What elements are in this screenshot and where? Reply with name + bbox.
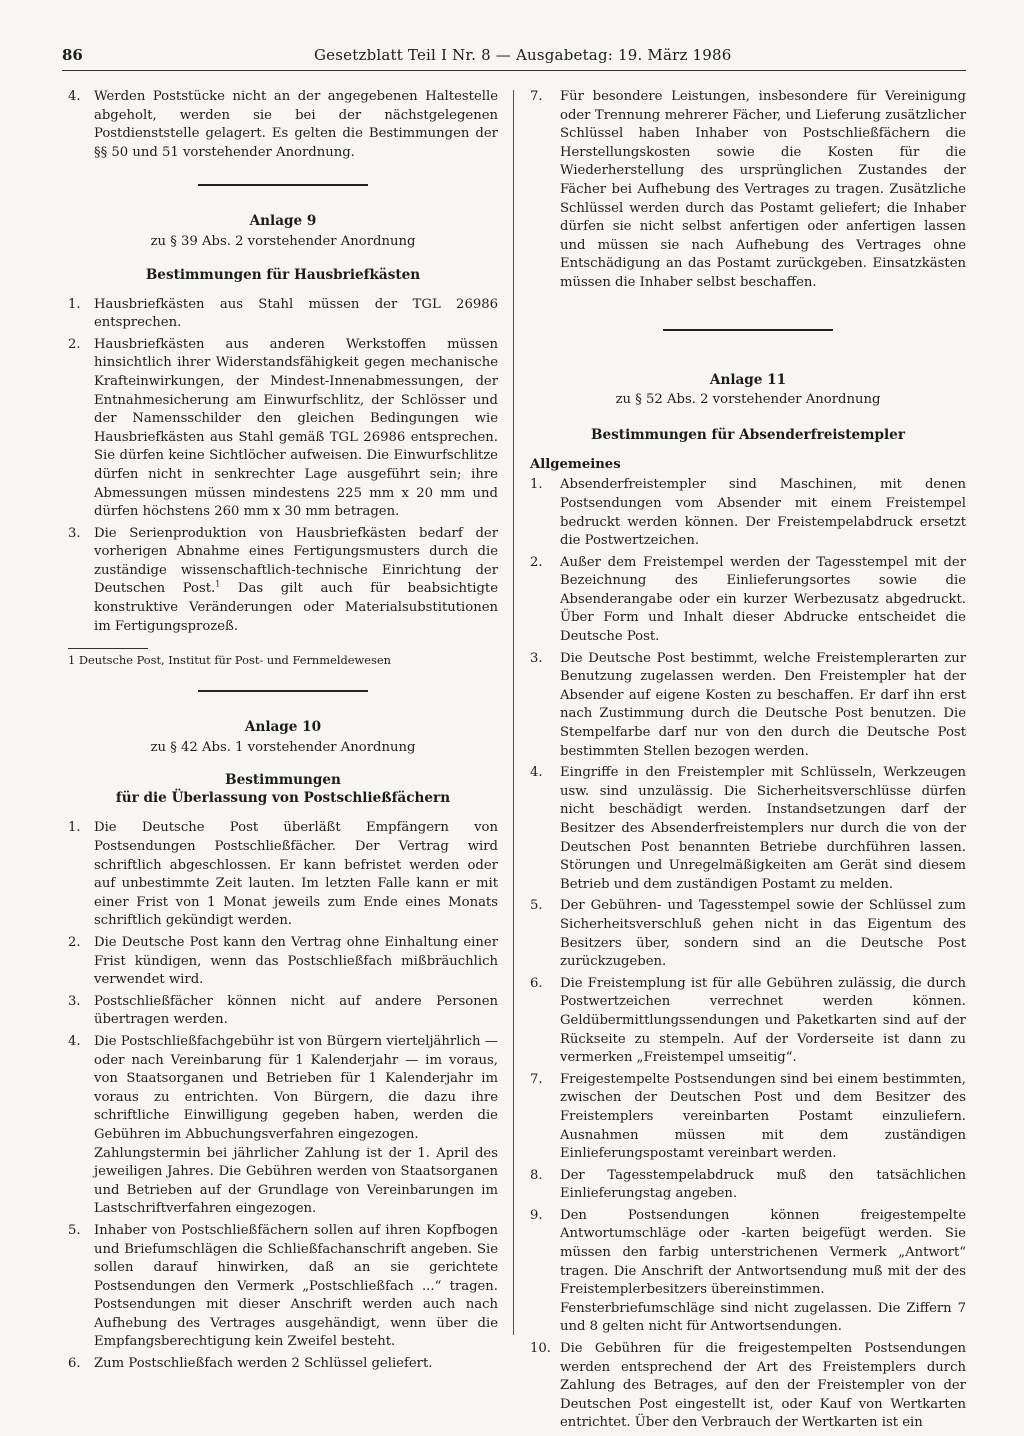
item-text: Für besondere Leistungen, insbesondere für Vereinigung oder Trennung mehrerer Fächer, und Lieferung zusätzlicher Schlüssel haben Inhaber von Postschließfächern die Herstellungskosten sowie die Kosten für die Wiederherstellung des ursprünglichen Zustandes der Fächer bei Aufhebung des Vertrages zu tragen. Zusätzliche Schlüssel werden durch das Postamt geliefert; die Inhaber dürfen sie nicht selbst anfertigen oder anfertigen lassen und müssen sie nach Aufhebung des Vertrages ohne Entschädigung an das Postamt zurückgeben. Einsatzkästen müssen die Inhaber selbst beschaffen. — [560, 89, 966, 290]
item-number: 7. — [530, 89, 543, 104]
item-text: Die Freistemplung ist für alle Gebühren zulässig, die durch Postwertzeichen verrechnet werden können. Geldübermittlungssendungen und Paketkarten sind auf der Rückseite zu stempeln. Auf der Vorderseite ist dann zu vermerken „Freistempel umseitig“. — [560, 975, 966, 1066]
item-text: Absenderfreistempler sind Maschinen, mit denen Postsendungen vom Absender mit einem Freistempel bedruckt werden können. Der Freistempelabdruck ersetzt die Postwertzeichen. — [560, 477, 966, 549]
list-item — [530, 975, 966, 1068]
item-number: 2. — [68, 336, 81, 352]
list-item — [530, 554, 966, 647]
anlage-9-title: Anlage 9 — [249, 213, 317, 230]
item-number: 6. — [530, 975, 543, 991]
item-number: 6. — [68, 1356, 81, 1372]
list-item — [530, 1167, 966, 1204]
item-text: Inhaber von Postschließfächern sollen auf ihren Kopfbogen und Briefumschlägen die Schließfachanschrift angeben. Sie sollen darauf hinwirken, daß an sie gerichtete Postsendungen den Vermerk „Postschließfach ...“ tragen. Postsendungen mit dieser Anschrift werden auch nach Aufhebung des Vertrages ausgehändigt, wenn über die Empfangsberechtigung kein Zweifel besteht. — [94, 1222, 498, 1350]
item-text: Hausbriefkästen aus anderen Werkstoffen müssen hinsichtlich ihrer Widerstandsfähigkeit gegen mechanische Krafteinwirkungen, der Mindest-Innenabmessungen, der Entnahmesicherung am Einwurfschlitz, der Schlösser und der Namensschilder den gleichen Bedingungen wie Hausbriefkästen aus Stahl gemäß TGL 26986 entsprechen. Sie dürfen keine Sichtlöcher aufweisen. Die Einwurfschlitze dürfen nicht in senkrechter Lage ausgeführt sein; ihre Abmessungen müssen mindestens 225 mm x 20 mm und dürfen höchstens 260 mm x 30 mm betragen. — [94, 336, 498, 520]
list-item — [68, 296, 498, 333]
item-number: 3. — [530, 650, 543, 666]
item-number: 4. — [68, 1033, 81, 1049]
list-item — [530, 650, 966, 762]
page-number: 86 — [62, 46, 83, 64]
anlage-10-reference: zu § 42 Abs. 1 vorstehender Anordnung — [150, 739, 416, 755]
item-number: 4. — [530, 765, 543, 781]
item-paragraph: Die Postschließfachgebühr ist von Bürgern vierteljährlich — oder nach Vereinbarung für 1 Kalenderjahr — im voraus, von Staatsorganen und Betrieben für 1 Kalenderjahr im voraus zu entrichten. Von Bürgern, die dazu ihre schriftliche Einwilligung gegeben haben, werden die Gebühren im Abbuchungsverfahren eingezogen. — [94, 1033, 498, 1142]
list-item — [530, 476, 966, 550]
header-title: Gesetzblatt Teil I Nr. 8 — Ausgabetag: 19. März 1986 — [314, 46, 732, 64]
item-text: Postschließfächer können nicht auf andere Personen übertragen werden. — [94, 993, 498, 1028]
list-item — [530, 1071, 966, 1164]
item-number: 10. — [530, 1341, 551, 1357]
item-number: 1. — [68, 820, 81, 836]
list-item — [68, 336, 498, 522]
item-paragraph: Den Postsendungen können freigestempelte Antwortumschläge oder -karten beigefügt werden. Sie müssen den farbig unterstrichenen Vermerk „Antwort“ tragen. Die Anschrift der Antwortsendung muß mit der des Freistemplerbesitzers übereinstimmen. — [560, 1207, 966, 1298]
list-item — [68, 1355, 498, 1374]
list-item — [68, 1222, 498, 1352]
item-text: Werden Poststücke nicht an der angegebenen Haltestelle abgeholt, werden sie bei der nächstgelegenen Postdienststelle gelagert. Es gelten die Bestimmungen der §§ 50 und 51 vorstehender Anordnung. — [94, 89, 498, 160]
item-number: 9. — [530, 1207, 543, 1223]
item-text-part: Das gilt auch für beabsichtigte konstruktive Veränderungen oder Materialsubstitutionen im Fertigungsprozeß. — [94, 581, 498, 634]
section-separator — [663, 329, 833, 331]
item-text: Der Gebühren- und Tagesstempel sowie der Schlüssel zum Sicherheitsverschluß gehen nicht in das Eigentum des Besitzers über, sondern sind an die Deutsche Post zurückzugeben. — [560, 898, 966, 970]
item-number: 3. — [68, 993, 81, 1009]
list-item — [530, 1207, 966, 1337]
item-number: 5. — [68, 1222, 81, 1238]
footnote-mark: 1 — [215, 580, 221, 590]
item-text: Die Deutsche Post überläßt Empfängern von Postsendungen Postschließfächer. Der Vertrag wird schriftlich abgeschlossen. Er kann befristet werden oder auf unbestimmte Zeit lauten. Im letzten Falle kann er mit einer Frist von 1 Monat jeweils zum Ende eines Monats schriftlich gekündigt werden. — [94, 820, 498, 929]
item-paragraph: Fensterbriefumschläge sind nicht zugelassen. Die Ziffern 7 und 8 gelten nicht für Antwortsendungen. — [560, 1300, 966, 1335]
item-number: 5. — [530, 898, 543, 914]
item-text: Eingriffe in den Freistempler mit Schlüsseln, Werkzeugen usw. sind unzulässig. Die Sicherheitsverschlüsse dürfen nicht beschädigt werden. Instandsetzungen darf der Besitzer des Absenderfreistemplers nur durch die von der Deutschen Post benannten Betriebe durchführen lassen. Störungen und Unregelmäßigkeiten am Gerät sind diesem Betrieb und dem zuständigen Postamt zu melden. — [560, 765, 966, 892]
item-text: Die Deutsche Post kann den Vertrag ohne Einhaltung einer Frist kündigen, wenn das Postschließfach mißbräuchlich verwendet wird. — [94, 935, 498, 988]
item-text — [94, 1033, 498, 1219]
section-separator — [198, 690, 368, 692]
list-item — [68, 1033, 498, 1219]
item-number: 1. — [68, 296, 81, 312]
item-number: 3. — [68, 525, 81, 541]
anlage-9-heading: Bestimmungen für Hausbriefkästen — [145, 266, 421, 283]
list-item — [530, 88, 966, 293]
item-text: Die Deutsche Post bestimmt, welche Freistemplerarten zur Benutzung zugelassen werden. Den Freistempler hat der Absender auf eigene Kosten zu beschaffen. Er darf ihn erst nach Zustimmung durch die Deutsche Post benutzen. Die Stempelfarbe darf nur von den durch die Deutsche Post bestimmten Stellen bezogen werden. — [560, 650, 966, 759]
item-number: 1. — [530, 477, 543, 493]
item-text — [94, 525, 498, 637]
item-text: Zum Postschließfach werden 2 Schlüssel geliefert. — [94, 1356, 433, 1372]
list-item — [530, 897, 966, 971]
footnote-rule — [68, 648, 148, 649]
anlage-10-title: Anlage 10 — [244, 719, 322, 736]
heading-line: für die Überlassung von Postschließfächern — [115, 790, 451, 807]
column-divider — [513, 90, 514, 1335]
anlage-9-reference: zu § 39 Abs. 2 vorstehender Anordnung — [150, 233, 416, 249]
page-header — [62, 46, 966, 70]
list-item — [68, 819, 498, 931]
item-text — [560, 1207, 966, 1337]
item-text: Hausbriefkästen aus Stahl müssen der TGL 26986 entsprechen. — [94, 296, 498, 331]
anlage-11-subheading: Allgemeines — [530, 456, 621, 472]
item-paragraph: Zahlungstermin bei jährlicher Zahlung ist der 1. April des jeweiligen Jahres. Die Gebühren werden von Staatsorganen und Betrieben auf der Grundlage von Vereinbarungen im Lastschriftverfahren eingezogen. — [94, 1145, 498, 1217]
item-text: Freigestempelte Postsendungen sind bei einem bestimmten, zwischen der Deutschen Post und dem Besitzer des Freistemplers vereinbarten Postamt einzuliefern. Ausnahmen müssen mit dem zuständigen Einlieferungspostamt vereinbart werden. — [560, 1071, 966, 1162]
item-text-part: Die Serienproduktion von Hausbriefkästen bedarf der vorherigen Abnahme eines Fertigungsmusters durch die zuständige wissenschaftlich-technische Einrichtung der Deutschen Post. — [94, 525, 498, 597]
item-number: 2. — [68, 935, 81, 950]
anlage-11-heading: Bestimmungen für Absenderfreistempler — [591, 426, 905, 443]
list-item — [530, 1340, 966, 1433]
footnote: 1 Deutsche Post, Institut für Post- und Fernmeldewesen — [68, 653, 391, 668]
section-separator — [198, 184, 368, 186]
anlage-11-reference: zu § 52 Abs. 2 vorstehender Anordnung — [615, 392, 881, 408]
left-column — [68, 88, 498, 1377]
list-item — [530, 764, 966, 894]
list-item — [68, 934, 498, 990]
item-number: 2. — [530, 554, 543, 570]
right-column — [530, 88, 966, 1436]
item-number: 7. — [530, 1071, 543, 1087]
item-text: Der Tagesstempelabdruck muß den tatsächlichen Einlieferungstag angeben. — [560, 1167, 966, 1202]
item-text: Die Gebühren für die freigestempelten Postsendungen werden entsprechend der Art des Freistemplers durch Zahlung des Betrages, auf den der Freistempler von der Deutschen Post eingestellt ist, oder Kauf von Wertkarten entrichtet. Über den Verbrauch der Wertkarten ist ein — [560, 1341, 966, 1431]
header-rule — [62, 70, 966, 71]
item-number: 4. — [68, 89, 81, 104]
anlage-10-heading — [68, 771, 498, 807]
list-item — [68, 88, 498, 162]
list-item — [68, 993, 498, 1030]
anlage-11-title: Anlage 11 — [709, 371, 787, 388]
item-number: 8. — [530, 1167, 543, 1183]
item-text: Außer dem Freistempel werden der Tagesstempel mit der Bezeichnung des Einlieferungsortes sowie die Absenderangabe oder ein kurzer Werbezusatz abgedruckt. Über Form und Inhalt dieser Abdrucke entscheidet die Deutsche Post. — [560, 554, 966, 645]
list-item — [68, 525, 498, 637]
heading-line: Bestimmungen — [225, 772, 341, 789]
